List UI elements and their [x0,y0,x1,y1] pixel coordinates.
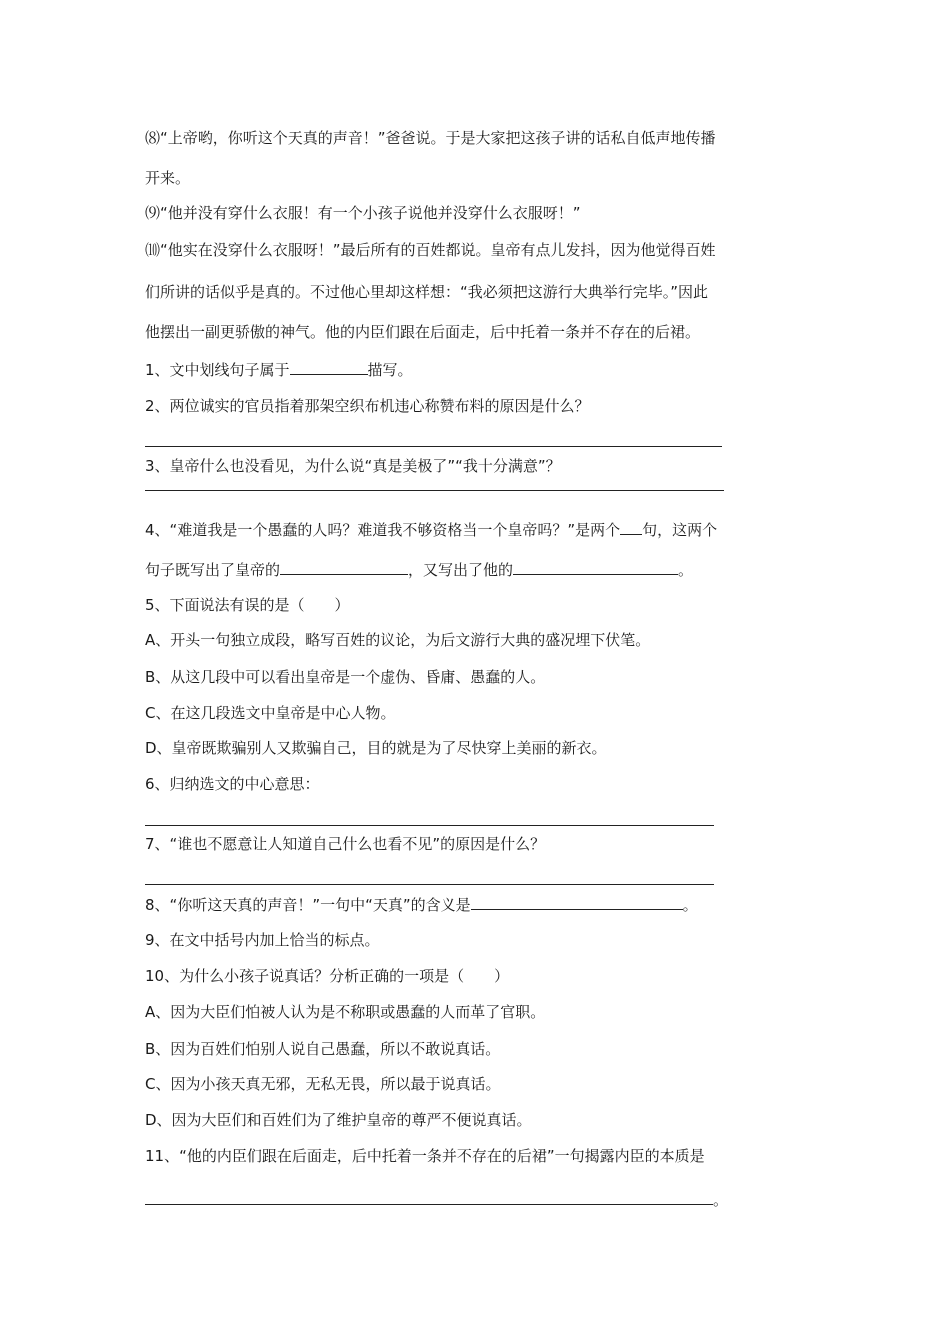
question-4-text-b: 句，这两个 [642,521,718,539]
question-8-suffix: 。 [682,896,698,914]
question-8 [145,893,698,915]
question-3: 3、皇帝什么也没看见，为什么说“真是美极了”“我十分满意”？ [145,457,561,475]
question-4-blank-3[interactable] [513,558,678,575]
question-4-line-2 [145,558,693,580]
question-2: 2、两位诚实的官员指着那架空织布机违心称赞布料的原因是什么？ [145,397,590,415]
question-4-blank-1[interactable] [620,518,642,535]
question-5-option-b: B、从这几段中可以看出皇帝是一个虚伪、昏庸、愚蠢的人。 [145,668,546,686]
question-4-text-e: 。 [678,561,694,579]
question-10-option-d: D、因为大臣们和百姓们为了维护皇帝的尊严不便说真话。 [145,1111,532,1129]
question-5: 5、下面说法有误的是（ ） [145,596,350,614]
question-4-text-d: ，又写出了他的 [408,561,514,579]
question-6-answer-line[interactable] [145,825,714,826]
question-4-blank-2[interactable] [280,558,408,575]
question-1 [145,358,413,380]
question-10-option-a: A、因为大臣们怕被人认为是不称职或愚蠢的人而革了官职。 [145,1003,546,1021]
question-2-answer-line[interactable] [145,446,722,447]
passage-para-8-line-2: 开来。 [145,169,191,187]
question-1-blank[interactable] [290,358,368,375]
passage-para-8-line-1: ⑻“上帝哟，你听这个天真的声音！”爸爸说。于是大家把这孩子讲的话私自低声地传播 [145,129,716,147]
question-7: 7、“谁也不愿意让人知道自己什么也看不见”的原因是什么？ [145,835,546,853]
question-6: 6、归纳选文的中心意思： [145,775,320,793]
question-5-option-a: A、开头一句独立成段，略写百姓的议论，为后文游行大典的盛况埋下伏笔。 [145,631,651,649]
question-9: 9、在文中括号内加上恰当的标点。 [145,931,380,949]
question-11-blank[interactable] [145,1188,713,1205]
question-1-suffix: 描写。 [367,361,413,379]
question-4-text-c: 句子既写出了皇帝的 [145,561,281,579]
passage-para-10-line-3: 他摆出一副更骄傲的神气。他的内臣们跟在后面走，后中托着一条并不存在的后裙。 [145,323,701,341]
question-1-text: 1、文中划线句子属于 [145,361,290,379]
question-10-option-b: B、因为百姓们怕别人说自己愚蠢，所以不敢说真话。 [145,1040,501,1058]
question-3-answer-line[interactable] [145,490,724,491]
passage-para-10-line-2: 们所讲的话似乎是真的。不过他心里却这样想：“我必须把这游行大典举行完毕。”因此 [145,283,709,301]
question-8-blank[interactable] [471,893,683,910]
question-4-text-a: 4、“难道我是一个愚蠢的人吗？难道我不够资格当一个皇帝吗？”是两个 [145,521,621,539]
passage-para-10-line-1: ⑽“他实在没穿什么衣服呀！”最后所有的百姓都说。皇帝有点儿发抖，因为他觉得百姓 [145,241,716,259]
question-11: 11、“他的内臣们跟在后面走，后中托着一条并不存在的后裙”一句揭露内臣的本质是 [145,1147,705,1165]
question-5-option-c: C、在这几段选文中皇帝是中心人物。 [145,704,396,722]
question-4-line-1 [145,518,717,540]
passage-para-9: ⑼“他并没有穿什么衣服！有一个小孩子说他并没穿什么衣服呀！” [145,204,581,222]
question-10: 10、为什么小孩子说真话？分析正确的一项是（ ） [145,967,510,985]
question-11-answer [145,1188,728,1210]
question-5-option-d: D、皇帝既欺骗别人又欺骗自己，目的就是为了尽快穿上美丽的新衣。 [145,739,607,757]
question-8-text: 8、“你听这天真的声音！”一句中“天真”的含义是 [145,896,471,914]
question-11-suffix: 。 [713,1191,729,1209]
question-7-answer-line[interactable] [145,884,714,885]
question-10-option-c: C、因为小孩天真无邪，无私无畏，所以最于说真话。 [145,1075,501,1093]
